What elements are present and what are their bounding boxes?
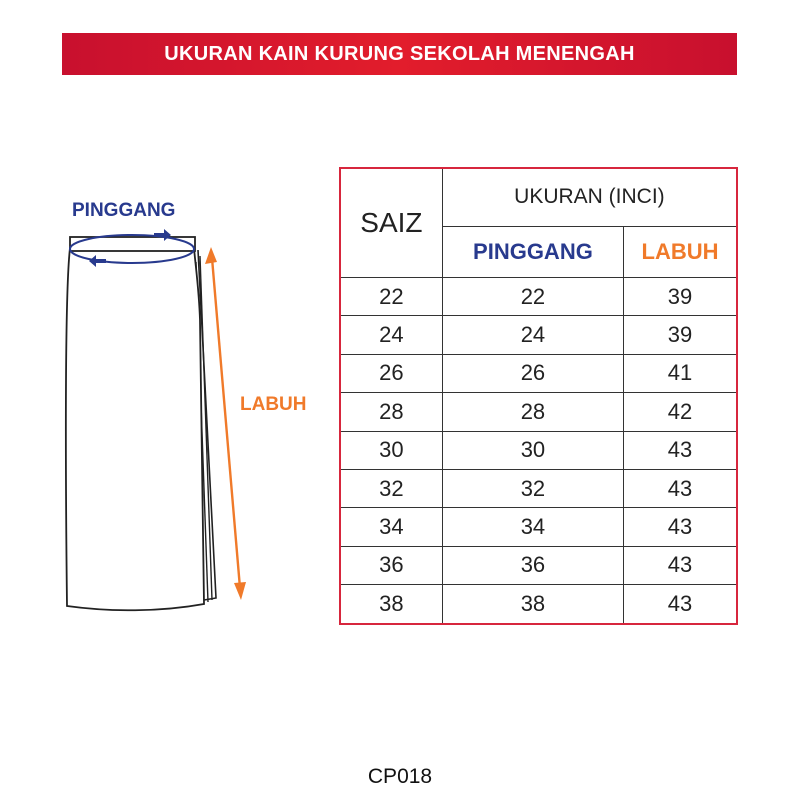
- cell-pinggang: 28: [442, 393, 623, 431]
- cell-labuh: 43: [624, 431, 737, 469]
- cell-labuh: 43: [624, 469, 737, 507]
- cell-labuh: 43: [624, 585, 737, 624]
- product-code: CP018: [367, 765, 433, 788]
- cell-saiz: 36: [340, 546, 442, 584]
- length-arrow-up-icon: [205, 247, 217, 264]
- title-banner: [62, 33, 737, 75]
- cell-saiz: 34: [340, 508, 442, 546]
- saiz-header: SAIZ: [340, 168, 442, 278]
- cell-pinggang: 32: [442, 469, 623, 507]
- table-row: [340, 393, 737, 431]
- size-table: [339, 167, 738, 625]
- pinggang-label: PINGGANG: [72, 200, 176, 221]
- ukuran-header: UKURAN (INCI): [442, 168, 737, 226]
- table-row: [340, 546, 737, 584]
- cell-pinggang: 26: [442, 354, 623, 392]
- table-row: [340, 508, 737, 546]
- cell-pinggang: 34: [442, 508, 623, 546]
- cell-pinggang: 30: [442, 431, 623, 469]
- table-row: [340, 354, 737, 392]
- cell-saiz: 28: [340, 393, 442, 431]
- cell-labuh: 41: [624, 354, 737, 392]
- cell-labuh: 39: [624, 316, 737, 354]
- cell-saiz: 32: [340, 469, 442, 507]
- cell-labuh: 43: [624, 546, 737, 584]
- cell-saiz: 24: [340, 316, 442, 354]
- cell-pinggang: 22: [442, 278, 623, 316]
- cell-pinggang: 36: [442, 546, 623, 584]
- cell-saiz: 30: [340, 431, 442, 469]
- cell-labuh: 43: [624, 508, 737, 546]
- skirt-body: [66, 248, 204, 610]
- cell-saiz: 22: [340, 278, 442, 316]
- cell-saiz: 26: [340, 354, 442, 392]
- cell-pinggang: 38: [442, 585, 623, 624]
- table-row: [340, 431, 737, 469]
- length-arrow-line: [212, 258, 240, 588]
- table-row: [340, 469, 737, 507]
- cell-labuh: 39: [624, 278, 737, 316]
- page-title: UKURAN KAIN KURUNG SEKOLAH MENENGAH: [164, 42, 635, 65]
- cell-pinggang: 24: [442, 316, 623, 354]
- skirt-illustration: [50, 190, 320, 620]
- labuh-header: LABUH: [624, 226, 737, 277]
- labuh-label: LABUH: [240, 394, 307, 415]
- table-row: [340, 316, 737, 354]
- cell-saiz: 38: [340, 585, 442, 624]
- table-row: [340, 585, 737, 624]
- table-row: [340, 278, 737, 316]
- cell-labuh: 42: [624, 393, 737, 431]
- length-arrow-down-icon: [234, 582, 246, 600]
- pinggang-header: PINGGANG: [442, 226, 623, 277]
